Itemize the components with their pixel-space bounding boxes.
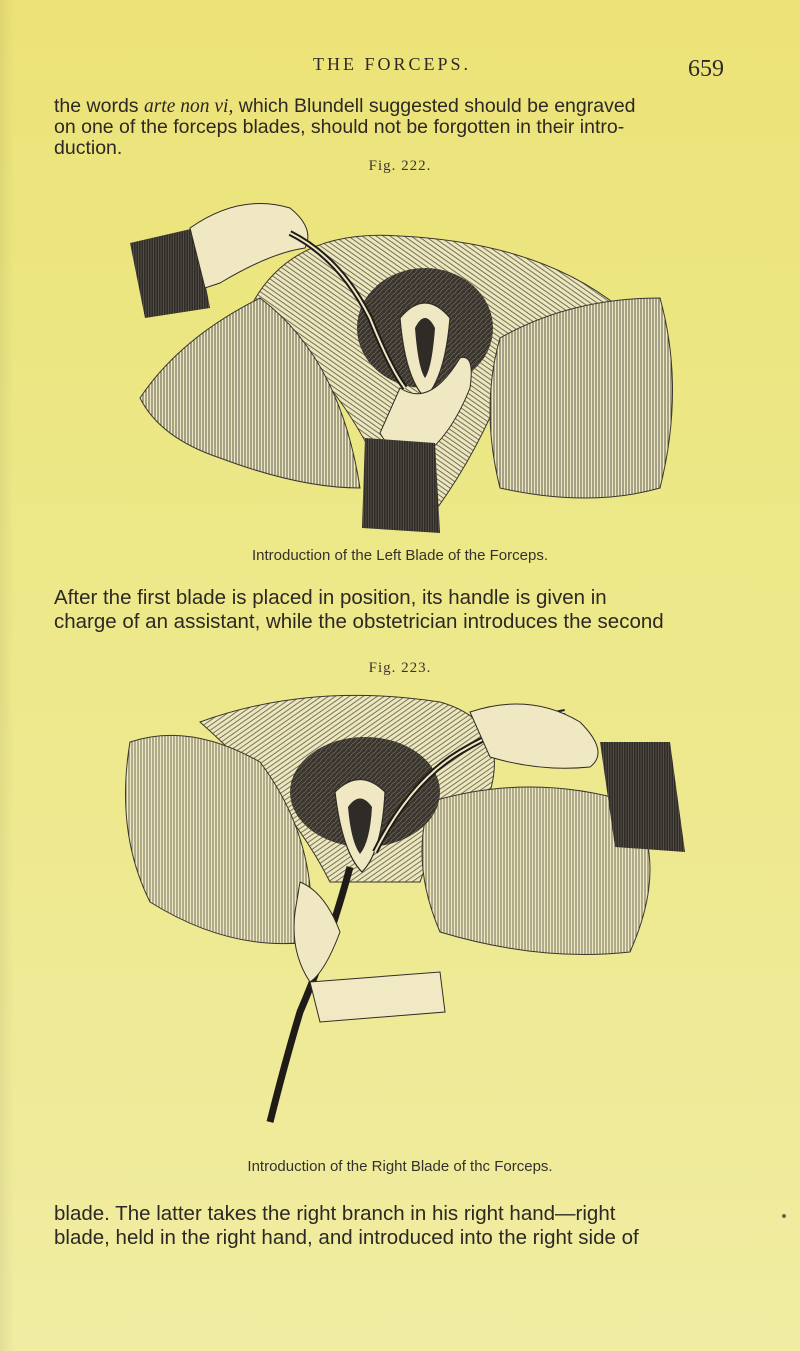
paragraph-2-line-2: charge of an assistant, while the obstetrician introduces the second (54, 610, 664, 633)
figure-222-caption: Introduction of the Left Blade of the Forceps. (251, 547, 548, 564)
figure-222-label: Fig. 222. (368, 158, 432, 174)
running-head: THE FORCEPS. (313, 54, 472, 74)
page-header (0, 54, 800, 84)
figure-223-caption: Introduction of the Right Blade of thc Forceps. (247, 1158, 553, 1175)
figure-223-engraving (110, 682, 695, 1132)
figure-222-engraving (100, 188, 690, 543)
figure-223-label: Fig. 223. (368, 660, 432, 676)
paragraph-1-line-2: on one of the forceps blades, should not be forgotten in their intro- (54, 116, 625, 138)
paragraph-1-line-3: duction. (54, 137, 123, 159)
paragraph-1 (54, 96, 754, 159)
paragraph-2 (54, 586, 754, 634)
paragraph-3 (54, 1202, 754, 1250)
margin-mark (782, 1214, 786, 1218)
paragraph-2-line-1: After the first blade is placed in position, its handle is given in (54, 586, 607, 609)
paragraph-3-line-2: blade, held in the right hand, and introduced into the right side of (54, 1226, 639, 1249)
text-span: which Blundell suggested should be engraved (233, 95, 636, 117)
page-number: 659 (688, 56, 724, 82)
paragraph-3-line-1: blade. The latter takes the right branch in his right hand—right (54, 1202, 616, 1225)
paragraph-1-line-1 (54, 96, 754, 117)
latin-motto: arte non vi, (143, 96, 234, 117)
text-span: the words (54, 95, 144, 117)
